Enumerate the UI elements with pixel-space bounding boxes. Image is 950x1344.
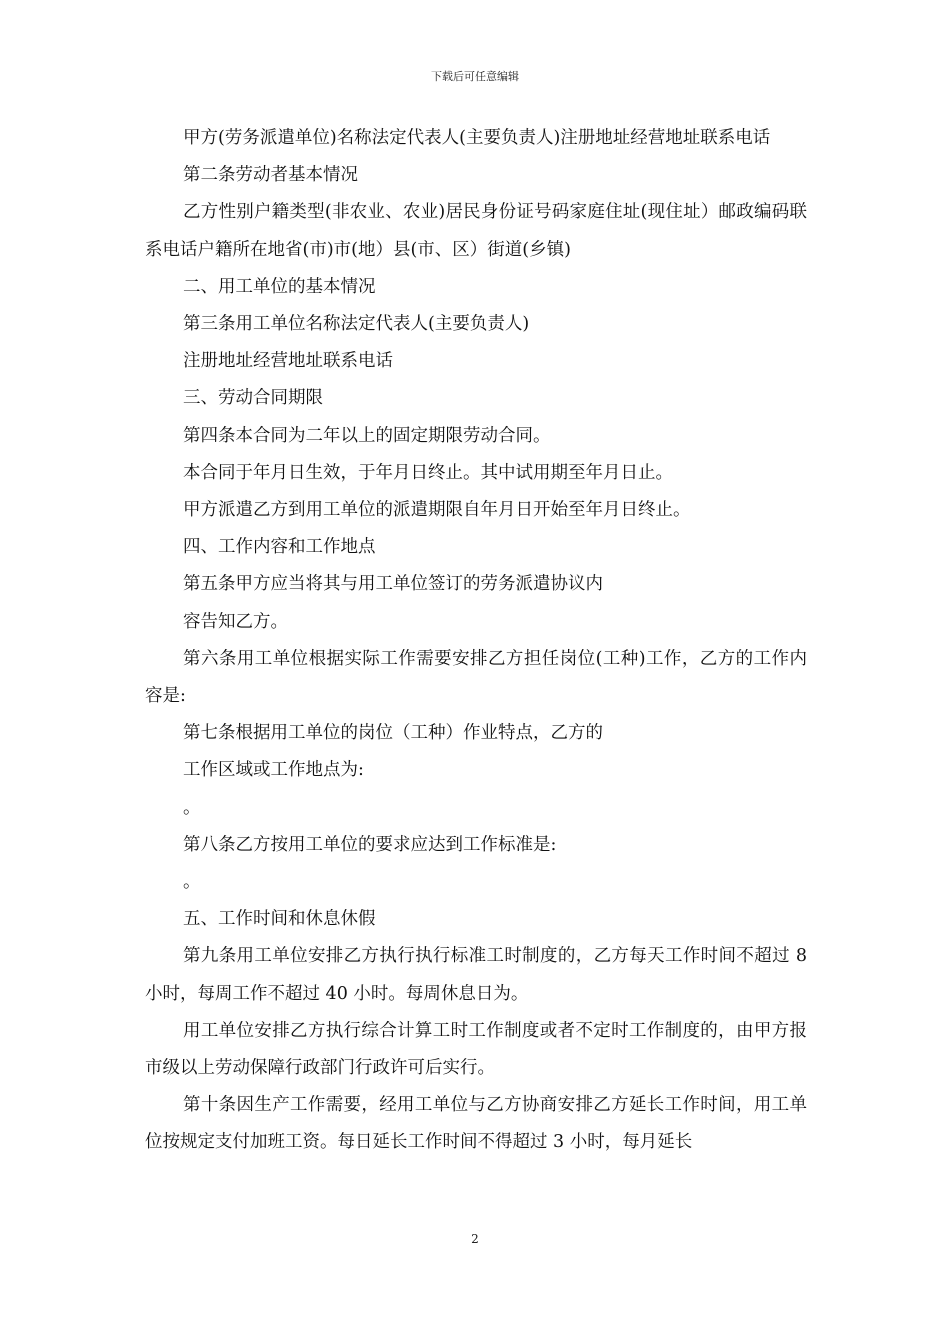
paragraph-article-7-cont: 工作区域或工作地点为: (183, 760, 364, 781)
paragraph-article-3: 第三条用工单位名称法定代表人(主要负责人) (183, 314, 530, 335)
paragraph-flexible-hours: 用工单位安排乙方执行综合计算工时工作制度或者不定时工作制度的，由甲方报市级以上劳动保障行政部门行政许可后实行。 (145, 1020, 807, 1079)
paragraph-article-4: 第四条本合同为二年以上的固定期限劳动合同。 (183, 425, 551, 446)
paragraph-article-6: 第六条用工单位根据实际工作需要安排乙方担任岗位(工种)工作，乙方的工作内容是: (145, 648, 807, 707)
paragraph-blank-period: 。 (183, 797, 201, 818)
paragraph-article-5-cont: 容告知乙方。 (183, 611, 288, 632)
section-heading-work-content: 四、工作内容和工作地点 (183, 537, 376, 558)
paragraph-article-8: 第八条乙方按用工单位的要求应达到工作标准是: (183, 834, 557, 855)
paragraph-effective-dates: 本合同于年月日生效，于年月日终止。其中试用期至年月日止。 (183, 462, 673, 483)
section-heading-working-hours: 五、工作时间和休息休假 (183, 909, 376, 930)
paragraph-party-b-info: 乙方性别户籍类型(非农业、农业)居民身份证号码家庭住址(现住址）邮政编码联系电话户籍所在地省(市)市(地）县(市、区）街道(乡镇) (145, 202, 807, 260)
paragraph-article-7: 第七条根据用工单位的岗位（工种）作业特点，乙方的 (183, 723, 603, 744)
paragraph-dispatch-term: 甲方派遣乙方到用工单位的派遣期限自年月日开始至年月日终止。 (183, 500, 691, 521)
paragraph-article-2-title: 第二条劳动者基本情况 (183, 165, 358, 186)
document-body (145, 120, 807, 1162)
page-header: 下载后可任意编辑 (431, 70, 519, 83)
section-heading-employer-info: 二、用工单位的基本情况 (183, 276, 376, 297)
section-heading-contract-term: 三、劳动合同期限 (183, 388, 323, 409)
paragraph-party-a-info: 甲方(劳务派遣单位)名称法定代表人(主要负责人)注册地址经营地址联系电话 (183, 128, 771, 148)
paragraph-article-5: 第五条甲方应当将其与用工单位签订的劳务派遣协议内 (183, 574, 603, 595)
paragraph-article-10: 第十条因生产工作需要，经用工单位与乙方协商安排乙方延长工作时间，用工单位按规定支付加班工资。每日延长工作时间不得超过 3 小时，每月延长 (145, 1095, 807, 1153)
page-number: 2 (471, 1232, 479, 1246)
paragraph-employer-address: 注册地址经营地址联系电话 (183, 351, 393, 372)
paragraph-blank-period: 。 (183, 872, 201, 893)
paragraph-article-9: 第九条用工单位安排乙方执行执行标准工时制度的，乙方每天工作时间不超过 8 小时，每周工作不超过 40 小时。每周休息日为。 (145, 946, 807, 1004)
